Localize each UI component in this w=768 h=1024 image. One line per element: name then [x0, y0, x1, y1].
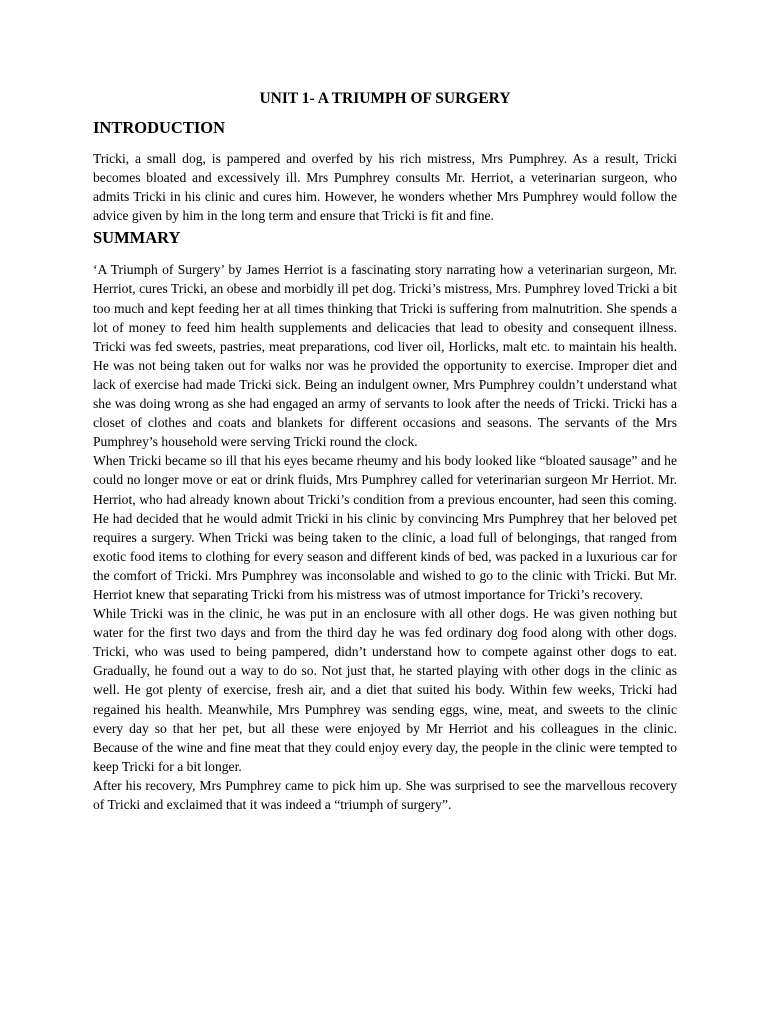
- summary-paragraph-4: After his recovery, Mrs Pumphrey came to pick him up. She was surprised to see the marvellous recovery of Tricki and exclaimed that it was indeed a “triumph of surgery”.: [93, 777, 677, 812]
- summary-heading: SUMMARY: [93, 228, 181, 248]
- introduction-heading: INTRODUCTION: [93, 118, 226, 137]
- summary-paragraph-1: ‘A Triumph of Surgery’ by James Herriot is a fascinating story narrating how a veterinarian surgeon, Mr. Herriot, cures Tricki, an obese and morbidly ill pet dog. Tricki’s mistress, Mrs. Pumphrey loved Tricki a bit too much and kept feeding her at all times thinking that Tricki is suffering from malnutrition. She spends a lot of money to feed him health supplements and delicacies that lead to obesity and consequent illness. Tricki was fed sweets, pastries, meat preparations, cod liver oil, Horlicks, malt etc. to maintain his health. He was not being taken out for walks nor was he provided the opportunity to exercise. Improper diet and lack of exercise had made Tricki sick. Being an indulgent owner, Mrs Pumphrey couldn’t understand what she was doing wrong as she had engaged an army of servants to look after the needs of Tricki. Tricki has a closet of clothes and coats and blankets for different occasions and seasons. The servants of the Mrs Pumphrey’s household were serving Tricki round the clock.: [93, 262, 677, 450]
- introduction-paragraph: Tricki, a small dog, is pampered and overfed by his rich mistress, Mrs Pumphrey. As a result, Tricki becomes bloated and excessively ill. Mrs Pumphrey consults Mr. Herriot, a veterinarian surgeon, who admits Tricki in his clinic and cures him. However, he wonders whether Mrs Pumphrey would follow the advice given by him in the long term and ensure that Tricki is fit and fine.: [93, 151, 677, 224]
- summary-paragraph-3: While Tricki was in the clinic, he was put in an enclosure with all other dogs. He was given nothing but water for the first two days and from the third day he was fed ordinary dog food along with other dogs. Tricki, who was used to being pampered, didn’t understand how to compete against other dogs to eat. Gradually, he found out a way to do so. Not just that, he started playing with other dogs in the clinic as well. He got plenty of exercise, fresh air, and a diet that suited his body. Within few weeks, Tricki had regained his health. Meanwhile, Mrs Pumphrey was sending eggs, wine, meat, and sweets to the clinic every day so that her pet, but all these were enjoyed by Mr Herriot and his colleagues in the clinic. Because of the wine and fine meat that they could enjoy every day, the people in the clinic were tempted to keep Tricki for a bit longer.: [93, 606, 677, 774]
- document-content: [93, 80, 677, 814]
- summary-paragraph-2: When Tricki became so ill that his eyes became rheumy and his body looked like “bloated sausage” and he could no longer move or eat or drink fluids, Mrs Pumphrey called for veterinarian surgeon Mr Herriot. Mr. Herriot, who had already known about Tricki’s condition from a previous encounter, had seen this coming. He had decided that he would admit Tricki in his clinic by convincing Mrs Pumphrey that her beloved pet requires a surgery. When Tricki was being taken to the clinic, a load full of belongings, that ranged from exotic food items to clothing for every season and different kinds of bed, was packed in a luxurious car for the comfort of Tricki. Mrs Pumphrey was inconsolable and wished to go to the clinic with Tricki. But Mr. Herriot knew that separating Tricki from his mistress was of utmost importance for Tricki’s recovery.: [93, 453, 677, 602]
- document-title: UNIT 1- A TRIUMPH OF SURGERY: [259, 90, 511, 107]
